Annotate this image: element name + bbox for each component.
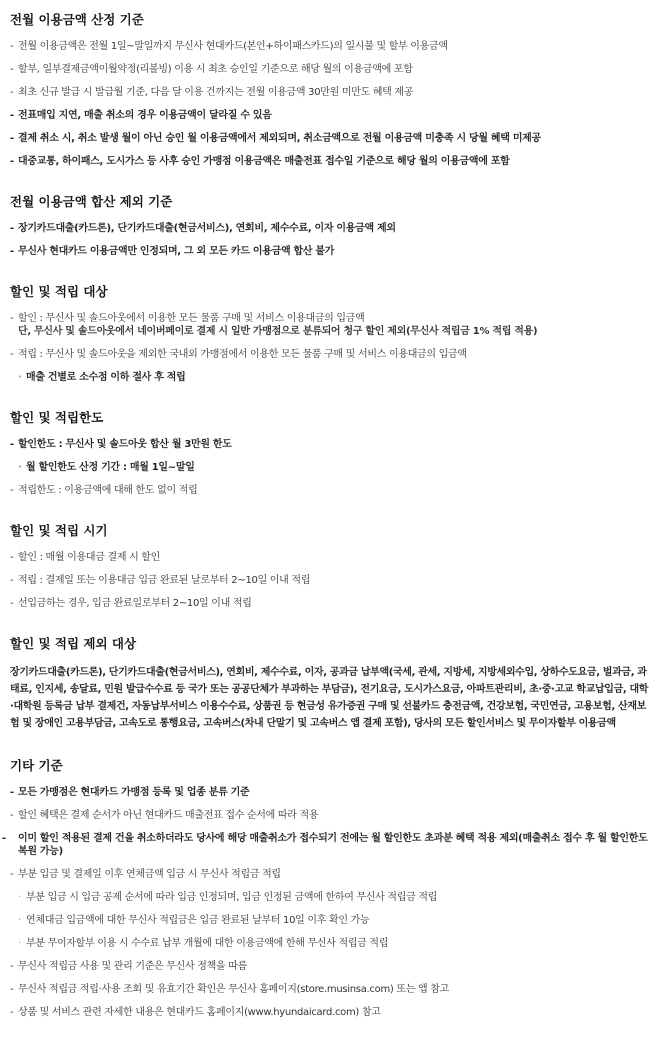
list-item: - 이미 할인 적용된 결제 건을 취소하더라도 당사에 해당 매출취소가 접수되기 전에는 월 할인한도 초과분 혜택 적용 제외(매출취소 접수 후 월 할인한도 복원 가능) [2, 833, 648, 857]
section-title: 할인 및 적립 시기 [10, 523, 108, 538]
list-item: - 적립한도 : 이용금액에 대해 한도 없이 적립 [10, 485, 198, 496]
list-item: - 부분 입금 및 결제일 이후 연체금액 입금 시 무신사 적립금 적립 [10, 869, 281, 880]
list-item: - 상품 및 서비스 관련 자세한 내용은 현대카드 홈페이지(www.hyundaicard.com) 참고 [10, 1007, 381, 1018]
list-item: - 할부, 일부결제금액이월약정(리볼빙) 이용 시 최초 승인일 기준으로 해당 월의 이용금액에 포함 [10, 64, 413, 75]
exclusion-paragraph: 장기카드대출(카드론), 단기카드대출(현금서비스), 연회비, 제수수료, 이자, 공과금 납부액(국세, 관세, 지방세, 지방세외수입, 상하수도요금, 벌과금, 과태료, 인지세, 송달료, 민원 발급수수료 등 국가 또는 공공단체가 부과하는 부담금), 전기요금, 도시가스요금, 아파트관리비, 초·중·고교 학교납입금, 대학·대학원 등록금 납부 결제건, 자동납부서비스 이용수수료, 상품권 등 현금성 유가증권 구매 및 선불카드 충전금액, 건강보험, 국민연금, 고용보험, 산재보험 및 장애인 고용부담금, 고속도로 통행요금, 고속버스(차내 단말기 및 고속버스 앱 결제 포함), 당사의 모든 할인서비스 및 무이자할부 이용금액 [10, 667, 649, 729]
list-item: - 대중교통, 하이패스, 도시가스 등 사후 승인 가맹점 이용금액은 매출전표 접수일 기준으로 해당 월의 이용금액에 포함 [10, 156, 510, 167]
section-discount-reward-targets [10, 284, 650, 384]
list-item: - 무신사 적립금 사용 및 관리 기준은 무신사 정책을 따름 [10, 961, 247, 972]
section-title: 전월 이용금액 합산 제외 기준 [10, 194, 173, 209]
section-title: 할인 및 적립 제외 대상 [10, 636, 137, 651]
list-item: - 무신사 현대카드 이용금액만 인정되며, 그 외 모든 카드 이용금액 합산 불가 [10, 246, 335, 257]
section-title: 할인 및 적립한도 [10, 410, 104, 425]
section-discount-reward-exclusions [10, 636, 650, 732]
sub-list-item: · 월 할인한도 산정 기간 : 매월 1일~말일 [18, 462, 195, 473]
list-item: - 전표매입 지연, 매출 취소의 경우 이용금액이 달라질 수 있음 [10, 110, 272, 121]
list-item: - 결제 취소 시, 취소 발생 월이 아닌 승인 월 이용금액에서 제외되며, 취소금액으로 전월 이용금액 미충족 시 당월 혜택 미제공 [10, 133, 541, 144]
list-item: - 선입금하는 경우, 입금 완료일로부터 2~10일 이내 적립 [10, 598, 252, 609]
section-title: 기타 기준 [10, 758, 63, 773]
list-item: - 할인 : 무신사 및 솔드아웃에서 이용한 모든 물품 구매 및 서비스 이용대금의 입금액 단, 무신사 및 솔드아웃에서 네이버페이로 결제 시 일반 가맹점으로 분류되어 청구 할인 제외(무신사 적립금 1% 적립 적용) [10, 312, 650, 338]
list-item: - 적립 : 결제일 또는 이용대금 입금 완료된 날로부터 2~10일 이내 적립 [10, 575, 311, 586]
sub-list-item: · 부분 무이자할부 이용 시 수수료 납부 개월에 대한 이용금액에 한해 무신사 적립금 적립 [18, 938, 389, 949]
section-monthly-usage-criteria [10, 12, 650, 168]
list-item: - 모든 가맹점은 현대카드 가맹점 등록 및 업종 분류 기준 [10, 787, 250, 798]
list-item: - 적립 : 무신사 및 솔드아웃을 제외한 국내외 가맹점에서 이용한 모든 물품 구매 및 서비스 이용대금의 입금액 [10, 349, 467, 360]
list-item: - 장기카드대출(카드론), 단기카드대출(현금서비스), 연회비, 제수수료, 이자 이용금액 제외 [10, 223, 396, 234]
section-title: 할인 및 적립 대상 [10, 284, 108, 299]
section-usage-exclusions [10, 194, 650, 258]
list-item: - 할인 : 매월 이용대금 결제 시 할인 [10, 552, 161, 563]
sub-list-item: · 매출 건별로 소수점 이하 절사 후 적립 [18, 372, 186, 383]
sub-list-item: · 연체대금 입금액에 대한 무신사 적립금은 입금 완료된 날부터 10일 이후 확인 가능 [18, 915, 370, 926]
list-item: - 무신사 적립금 적립·사용 조회 및 유효기간 확인은 무신사 홈페이지(store.musinsa.com) 또는 앱 참고 [10, 984, 449, 995]
section-discount-reward-limit [10, 410, 650, 497]
list-item: - 최초 신규 발급 시 발급월 기준, 다음 달 이용 건까지는 전월 이용금액 30만원 미만도 혜택 제공 [10, 87, 414, 98]
section-discount-reward-timing [10, 523, 650, 610]
list-item: - 할인한도 : 무신사 및 솔드아웃 합산 월 3만원 한도 [10, 439, 232, 450]
list-item: - 할인 혜택은 결제 순서가 아닌 현대카드 매출전표 접수 순서에 따라 적용 [10, 810, 319, 821]
list-item-note: 단, 무신사 및 솔드아웃에서 네이버페이로 결제 시 일반 가맹점으로 분류되어 청구 할인 제외(무신사 적립금 1% 적립 적용) [18, 326, 538, 337]
section-title: 전월 이용금액 산정 기준 [10, 12, 144, 27]
sub-list-item: · 부분 입금 시 입금 공제 순서에 따라 입금 인정되며, 입금 인정된 금액에 한하여 무신사 적립금 적립 [18, 892, 438, 903]
section-other-criteria [2, 758, 650, 1019]
list-item: - 전월 이용금액은 전월 1일~말일까지 무신사 현대카드(본인+하이패스카드)의 일시불 및 할부 이용금액 [10, 41, 448, 52]
